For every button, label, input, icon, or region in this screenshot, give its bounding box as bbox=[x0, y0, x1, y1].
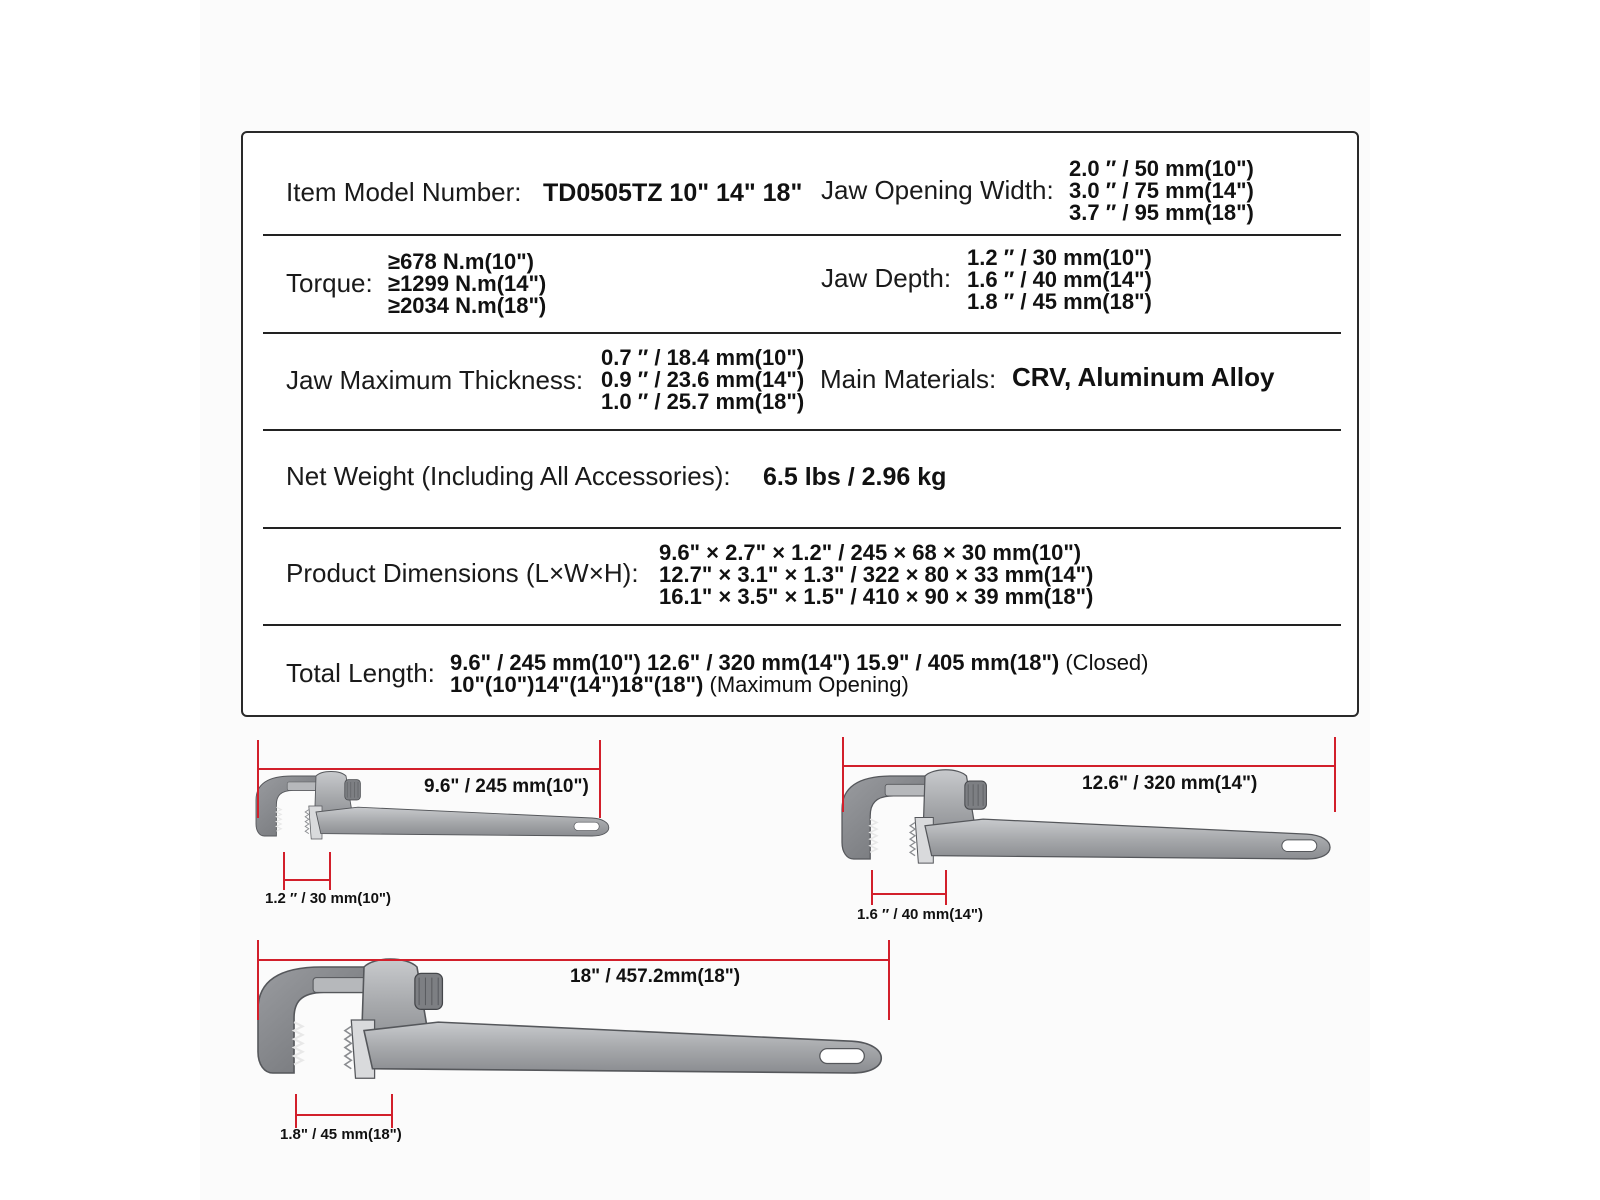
materials-value: CRV, Aluminum Alloy bbox=[1012, 362, 1275, 392]
jaw-thickness-10: 0.7 ″ / 18.4 mm(10") bbox=[601, 345, 805, 370]
jaw-opening-label: Jaw Opening Width: bbox=[821, 175, 1054, 205]
dimensions-14: 12.7" × 3.1" × 1.3" / 322 × 80 × 33 mm(14") bbox=[659, 562, 1094, 587]
total-length-label: Total Length: bbox=[286, 658, 435, 688]
length-label-14: 12.6" / 320 mm(14") bbox=[1082, 773, 1258, 794]
materials-label: Main Materials: bbox=[820, 364, 997, 394]
jaw-depth-18: 1.8 ″ / 45 mm(18") bbox=[967, 289, 1152, 314]
item-model-label: Item Model Number: bbox=[286, 177, 522, 207]
jaw-opening-10: 2.0 ″ / 50 mm(10") bbox=[1069, 156, 1254, 181]
jaw-depth-label: Jaw Depth: bbox=[821, 263, 952, 293]
item-model-value: TD0505TZ 10" 14" 18" bbox=[543, 179, 803, 207]
jaw-depth-14: 1.6 ″ / 40 mm(14") bbox=[967, 267, 1152, 292]
closed-note: (Closed) bbox=[1065, 650, 1149, 675]
jaw-thickness-18: 1.0 ″ / 25.7 mm(18") bbox=[601, 389, 805, 414]
length-label-10: 9.6" / 245 mm(10") bbox=[424, 776, 589, 797]
net-weight-label: Net Weight (Including All Accessories): bbox=[286, 461, 731, 491]
jaw-thickness-14: 0.9 ″ / 23.6 mm(14") bbox=[601, 367, 805, 392]
dimensions-10: 9.6" × 2.7" × 1.2" / 245 × 68 × 30 mm(10") bbox=[659, 540, 1082, 565]
depth-label-14: 1.6 ″ / 40 mm(14") bbox=[857, 906, 984, 923]
dimensions-label: Product Dimensions (L×W×H): bbox=[286, 558, 639, 588]
torque-10: ≥678 N.m(10") bbox=[388, 249, 535, 274]
jaw-depth-10: 1.2 ″ / 30 mm(10") bbox=[967, 245, 1152, 270]
net-weight-value: 6.5 lbs / 2.96 kg bbox=[763, 463, 947, 491]
depth-label-18: 1.8" / 45 mm(18") bbox=[280, 1126, 402, 1143]
dimensions-18: 16.1" × 3.5" × 1.5" / 410 × 90 × 39 mm(18") bbox=[659, 584, 1094, 609]
torque-label: Torque: bbox=[286, 268, 373, 298]
jaw-opening-14: 3.0 ″ / 75 mm(14") bbox=[1069, 178, 1254, 203]
total-length-closed: 9.6" / 245 mm(10") 12.6" / 320 mm(14") 15.9" / 405 mm(18") bbox=[450, 650, 1060, 675]
torque-18: ≥2034 N.m(18") bbox=[388, 293, 547, 318]
jaw-thickness-label: Jaw Maximum Thickness: bbox=[286, 365, 584, 395]
total-length-open: 10"(10")14"(14")18"(18") bbox=[450, 672, 704, 697]
depth-label-10: 1.2 ″ / 30 mm(10") bbox=[265, 890, 392, 907]
max-opening-note: (Maximum Opening) bbox=[709, 672, 909, 697]
torque-14: ≥1299 N.m(14") bbox=[388, 271, 547, 296]
length-label-18: 18" / 457.2mm(18") bbox=[570, 966, 741, 987]
jaw-opening-18: 3.7 ″ / 95 mm(18") bbox=[1069, 200, 1254, 225]
